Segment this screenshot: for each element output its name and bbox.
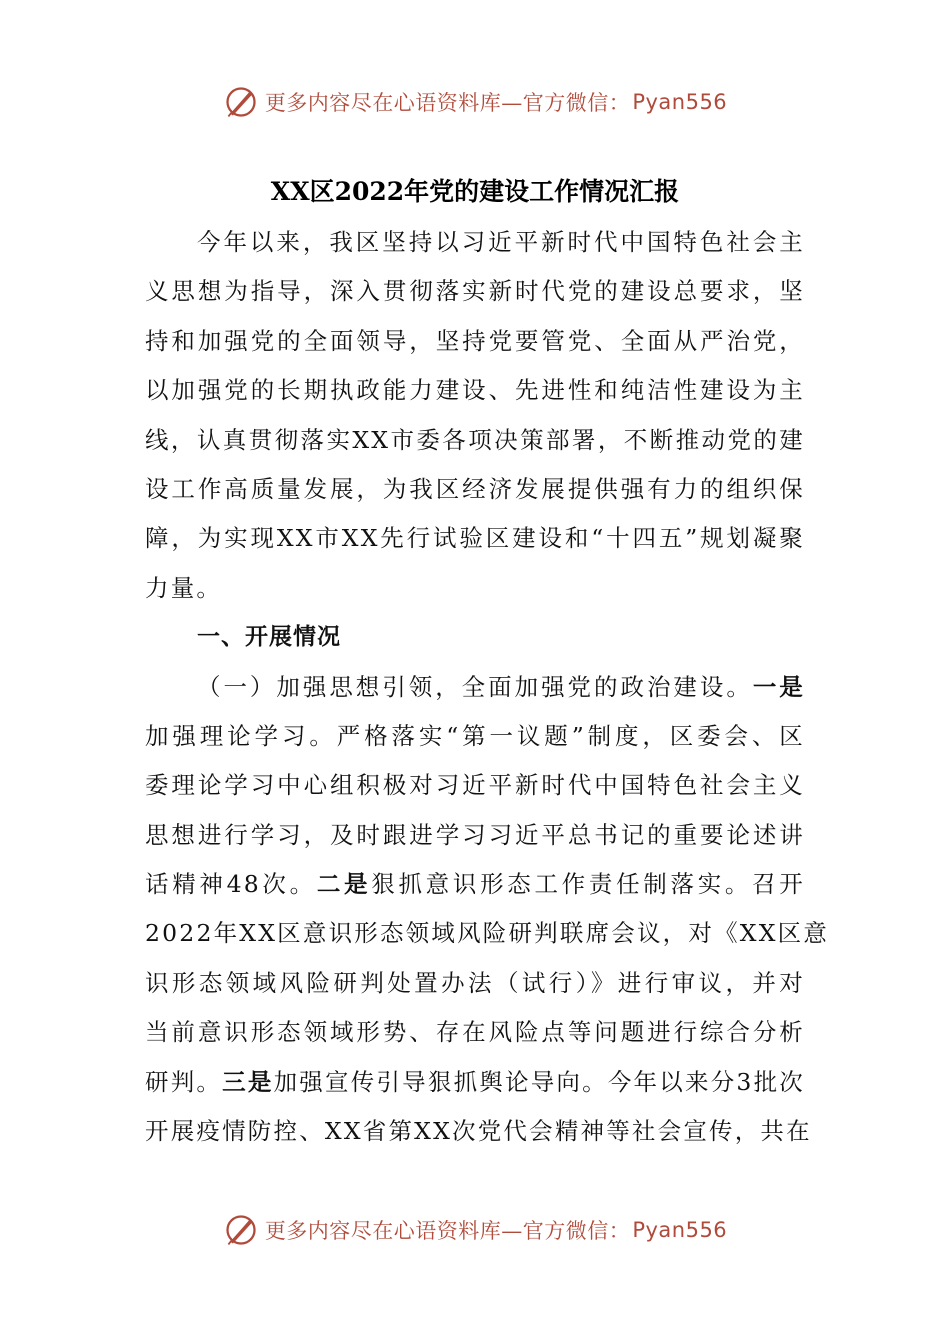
para1-line-5-start: 话精神48次。 [145,870,317,899]
intro-line-1: 今年以来，我区坚持以习近平新时代中国特色社会主 [197,228,805,256]
document-body [145,218,830,1156]
watermark-text: 更多内容尽在心语资料库—官方微信： [264,91,631,115]
para1-line-1 [145,663,805,712]
para1-line-6: 2022年XX区意识形态领域风险研判联席会议，对《XX区意 [145,919,830,948]
bold-marker-1: 一是 [752,672,805,701]
watermark-text: 更多内容尽在心语资料库—官方微信： [264,1219,631,1243]
para1-line-5 [145,860,805,909]
para1-line-9-start: 研判。 [145,1067,223,1096]
intro-line-6: 设工作高质量发展，为我区经济发展提供强有力的组织保 [145,474,805,503]
para1-line-10: 开展疫情防控、XX省第XX次党代会精神等社会宣传，共在 [145,1117,812,1146]
watermark-wechat-id: Pyan556 [632,1218,728,1242]
bold-marker-3: 三是 [222,1067,274,1096]
watermark-wechat-id: Pyan556 [632,90,728,114]
intro-line-7: 障，为实现XX市XX先行试验区建设和“十四五”规划凝聚 [145,524,805,553]
para1-line-3: 委理论学习中心组积极对习近平新时代中国特色社会主义 [145,771,805,800]
para1-line-7: 识形态领域风险研判处置办法（试行）》进行审议，并对 [145,968,805,997]
intro-line-5: 线，认真贯彻落实XX市委各项决策部署，不断推动党的建 [145,425,805,454]
intro-line-4: 以加强党的长期执政能力建设、先进性和纯洁性建设为主 [145,376,805,405]
para1-line-4: 思想进行学习，及时跟进学习习近平总书记的重要论述讲 [145,820,805,849]
para1-line-9-rest: 加强宣传引导狠抓舆论导向。今年以来分3批次 [273,1067,805,1096]
para1-line-8: 当前意识形态领域形势、存在风险点等问题进行综合分析 [145,1018,805,1047]
watermark-header [0,82,950,122]
intro-line-3: 持和加强党的全面领导，坚持党要管党、全面从严治党， [145,326,805,355]
intro-line-8: 力量。 [145,573,223,602]
quill-logo-icon [223,1212,259,1248]
bold-marker-2: 二是 [316,870,372,899]
subsection-title: （一）加强思想引领，全面加强党的政治建设。 [197,672,753,701]
quill-logo-icon [223,84,259,120]
document-title: XX区2022年党的建设工作情况汇报 [270,177,680,206]
para1-line-9 [145,1058,805,1107]
para1-line-5-rest: 狠抓意识形态工作责任制落实。召开 [371,870,806,899]
section-heading: 一、开展情况 [197,624,341,651]
para1-line-2: 加强理论学习。严格落实“第一议题”制度，区委会、区 [145,721,805,750]
intro-line-2: 义思想为指导，深入贯彻落实新时代党的建设总要求，坚 [145,277,805,306]
watermark-footer [0,1210,950,1250]
